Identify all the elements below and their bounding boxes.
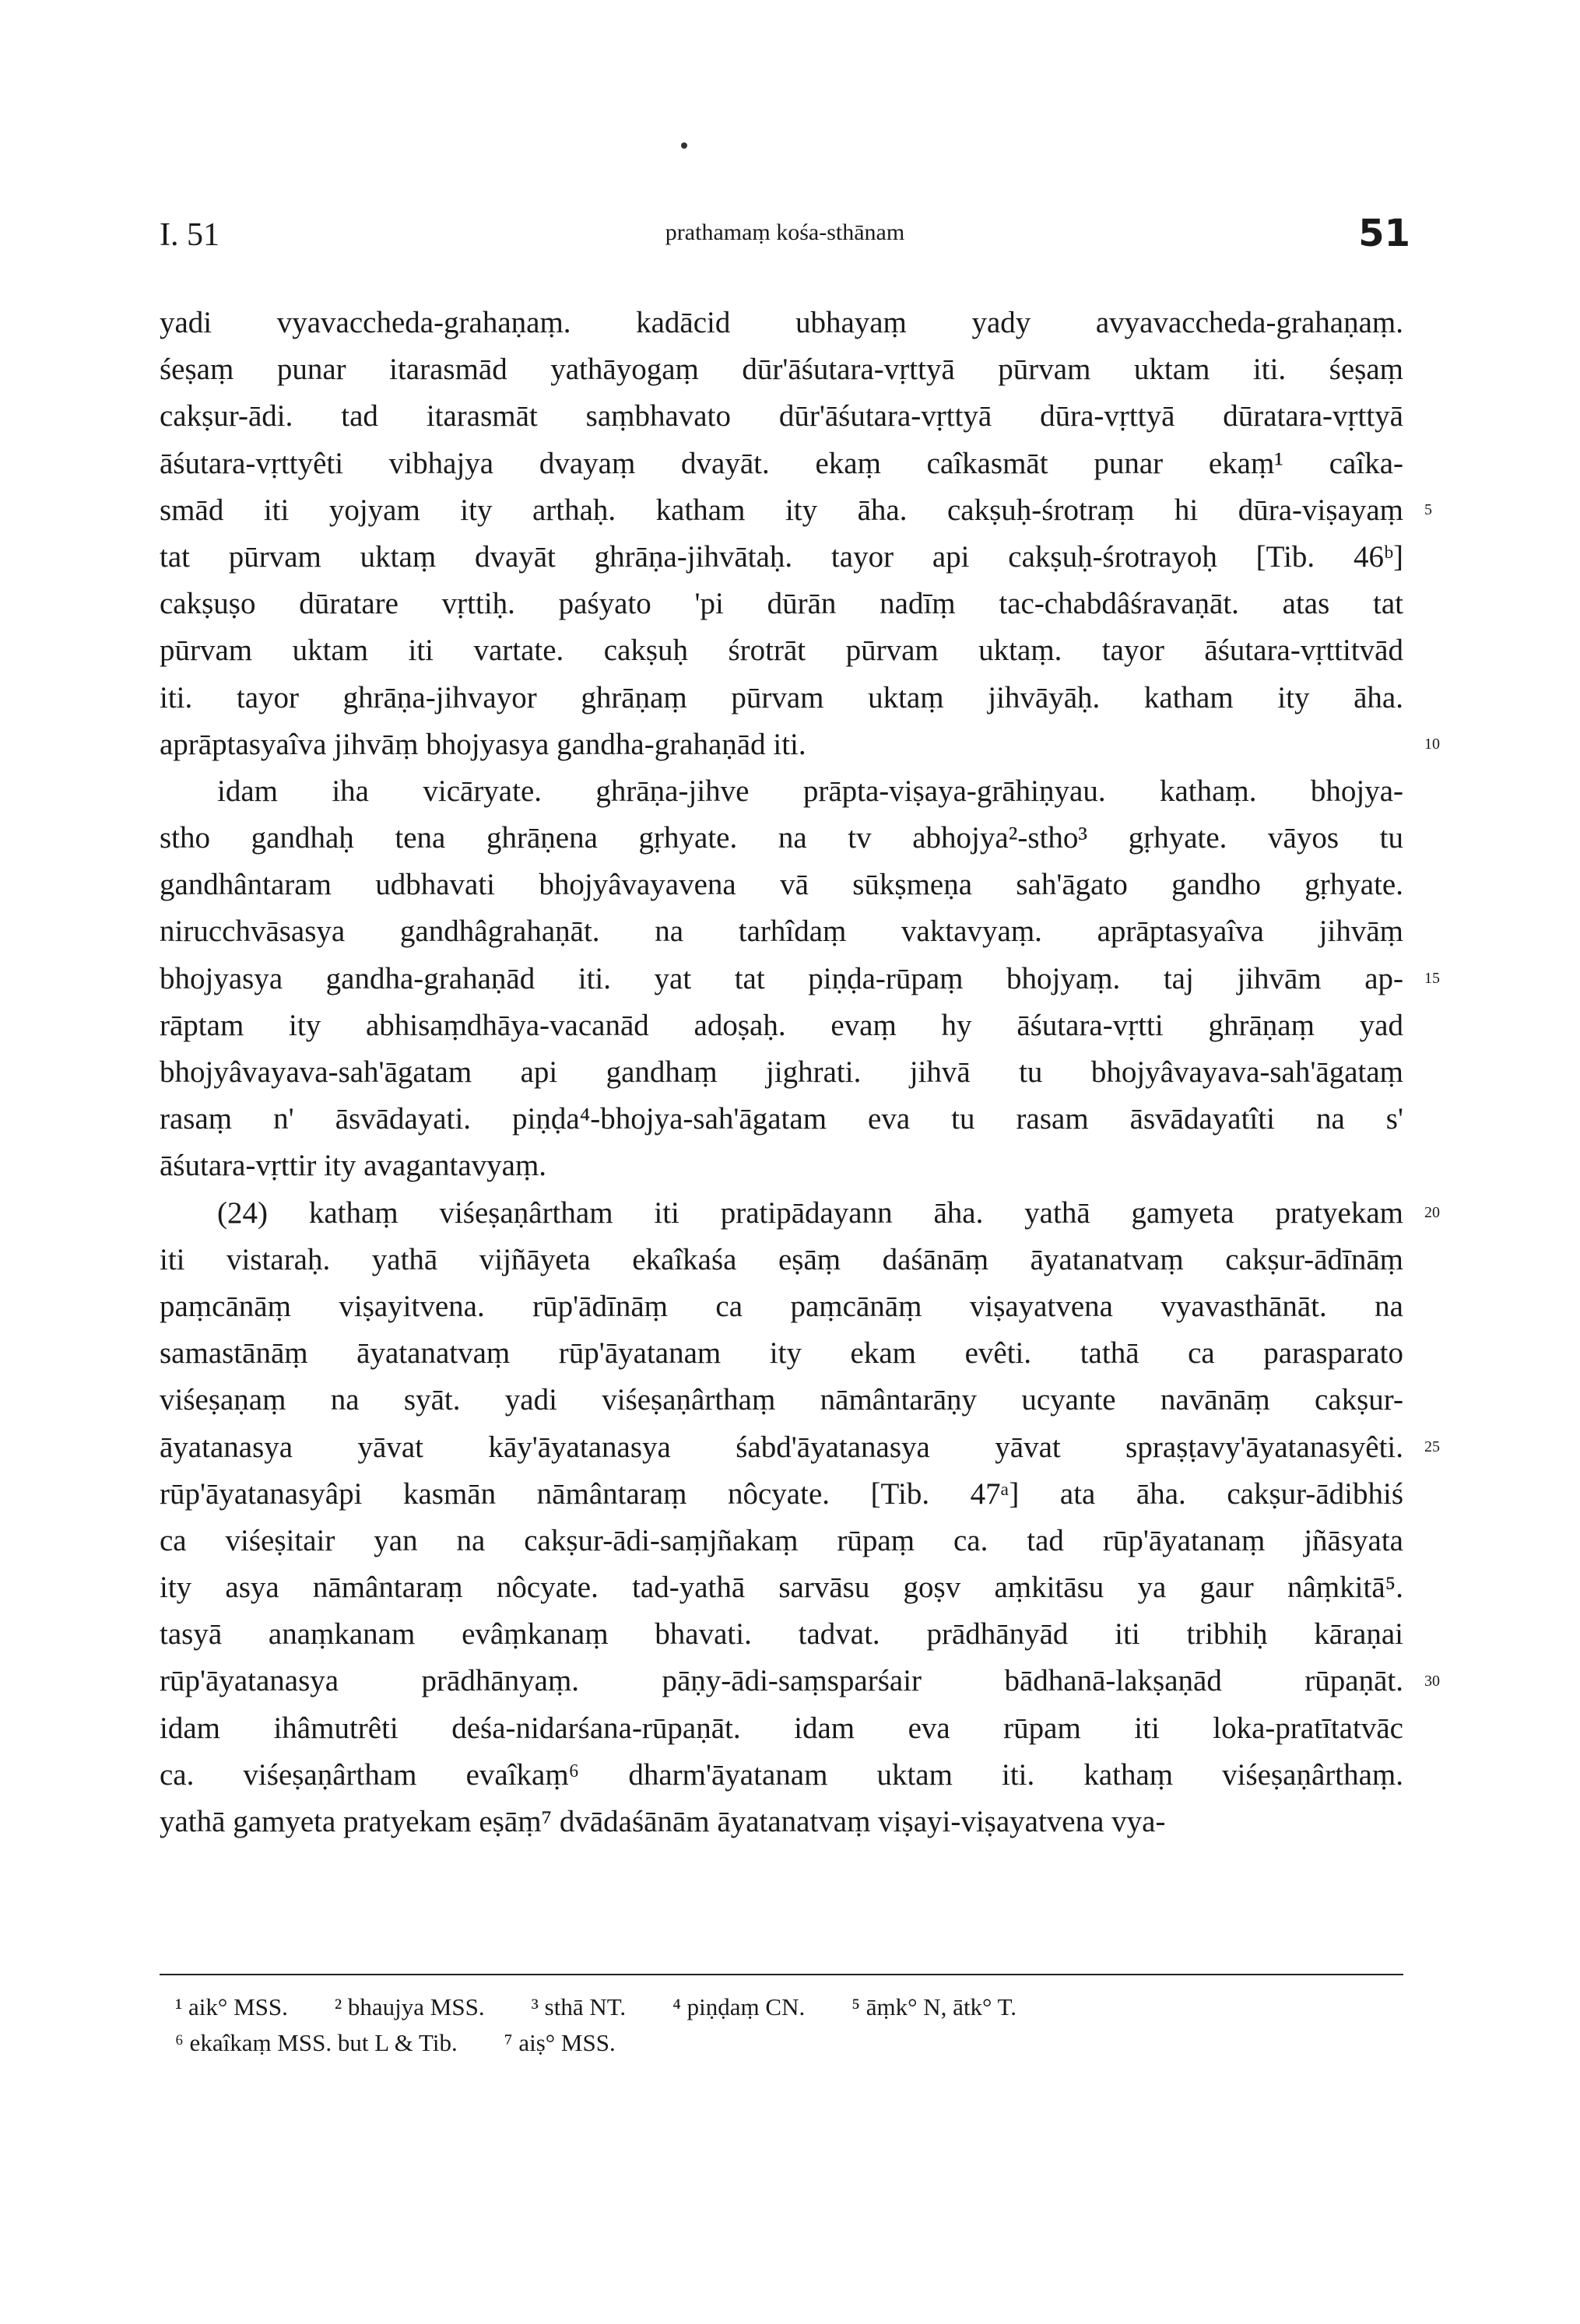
footnote-rule [160, 1974, 1403, 1975]
footnote-row [175, 1989, 1389, 2025]
text-line: āśutara-vṛttyêti vibhajya dvayaṃ dvayāt. ekaṃ caîkasmāt punar ekaṃ¹ caîka- [160, 446, 1403, 480]
text-line: rūp'āyatanasya prādhānyaṃ. pāṇy-ādi-saṃsparśair bādhanā-lakṣaṇād rūpaṇāt. [160, 1664, 1403, 1698]
text-line: rasaṃ n' āsvādayati. piṇḍa⁴-bhojya-sah'āgatam eva tu rasam āsvādayatîti na s' [160, 1102, 1403, 1136]
text-line: śeṣaṃ punar itarasmād yathāyogaṃ dūr'āśutara-vṛttyā pūrvam uktam iti. śeṣaṃ [160, 353, 1403, 387]
text-line: cakṣuṣo dūratare vṛttiḥ. paśyato 'pi dūrān nadīṃ tac-chabdâśravaṇāt. atas tat [160, 587, 1403, 621]
line-number: 25 [1424, 1438, 1440, 1455]
running-header [160, 210, 1410, 265]
text-line: aprāptasyaîva jihvāṃ bhojyasya gandha-grahaṇād iti. [160, 727, 806, 761]
text-line: yadi vyavaccheda-grahaṇaṃ. kadācid ubhayaṃ yady avyavaccheda-grahaṇaṃ. [160, 306, 1403, 339]
text-line: āyatanasya yāvat kāy'āyatanasya śabd'āyatanasya yāvat spraṣṭavy'āyatanasyêti. [160, 1430, 1403, 1464]
text-line: cakṣur-ādi. tad itarasmāt saṃbhavato dūr'āśutara-vṛttyā dūra-vṛttyā dūratara-vṛttyā [160, 399, 1403, 434]
text-line: gandhântaram udbhavati bhojyâvayavena vā sūkṣmeṇa sah'āgato gandho gṛhyate. [160, 868, 1403, 902]
line-number: 5 [1424, 500, 1432, 518]
text-line: ca. viśeṣaṇârtham evaîkaṃ⁶ dharm'āyatanam uktam iti. kathaṃ viśeṣaṇârthaṃ. [160, 1757, 1403, 1792]
text-line: idam ihâmutrêti deśa-nidarśana-rūpaṇāt. idam eva rūpam iti loka-pratītatvāc [160, 1711, 1403, 1745]
text-line: nirucchvāsasya gandhâgrahaṇāt. na tarhîdaṃ vaktavyaṃ. aprāptasyaîva jihvāṃ [160, 915, 1403, 949]
text-line: paṃcānāṃ viṣayitvena. rūp'ādīnāṃ ca paṃcānāṃ viṣayatvena vyavasthānāt. na [160, 1289, 1403, 1323]
text-line: rūp'āyatanasyâpi kasmān nāmântaraṃ nôcyate. [Tib. 47ᵃ] ata āha. cakṣur-ādibhiś [160, 1476, 1403, 1511]
text-line: viśeṣaṇaṃ na syāt. yadi viśeṣaṇârthaṃ nāmântarāṇy ucyante navānāṃ cakṣur- [160, 1383, 1403, 1417]
text-line: tasyā anaṃkanam evâṃkanaṃ bhavati. tadvat. prādhānyād iti tribhiḥ kāraṇai [160, 1617, 1403, 1652]
line-number: 10 [1424, 735, 1440, 753]
page-number: 51 [1358, 212, 1410, 255]
text-line: (24) kathaṃ viśeṣaṇârtham iti pratipādayann āha. yathā gamyeta pratyekam [217, 1195, 1403, 1230]
footnote: ² bhaujya MSS. [334, 1993, 485, 2020]
text-line: idam iha vicāryate. ghrāṇa-jihve prāpta-viṣaya-grāhiṇyau. kathaṃ. bhojya- [217, 774, 1403, 808]
footnote: ³ sthā NT. [531, 1993, 627, 2020]
text-line: tat pūrvam uktaṃ dvayāt ghrāṇa-jihvātaḥ. tayor api cakṣuḥ-śrotrayoḥ [Tib. 46ᵇ] [160, 539, 1403, 574]
text-line: iti vistaraḥ. yathā vijñāyeta ekaîkaśa eṣāṃ daśānāṃ āyatanatvaṃ cakṣur-ādīnāṃ [160, 1242, 1403, 1276]
main-text [160, 300, 1403, 1845]
line-number: 30 [1424, 1672, 1440, 1690]
text-line: ity asya nāmântaraṃ nôcyate. tad-yathā sarvāsu goṣv aṃkitāsu ya gaur nâṃkitā⁵. [160, 1571, 1403, 1605]
text-line: iti. tayor ghrāṇa-jihvayor ghrāṇaṃ pūrvam uktaṃ jihvāyāḥ. katham ity āha. [160, 680, 1403, 714]
footnote: ⁷ aiṣ° MSS. [504, 2029, 616, 2056]
footnote-row [175, 2025, 1389, 2061]
running-title: prathamaṃ kośa-sthānam [665, 219, 905, 245]
footnote: ⁶ ekaîkaṃ MSS. but L & Tib. [175, 2029, 458, 2056]
text-line: pūrvam uktam iti vartate. cakṣuḥ śrotrāt pūrvam uktaṃ. tayor āśutara-vṛttitvād [160, 634, 1403, 668]
scan-speck [681, 142, 687, 149]
text-line: stho gandhaḥ tena ghrāṇena gṛhyate. na tv abhojya²-stho³ gṛhyate. vāyos tu [160, 821, 1403, 855]
text-line: bhojyasya gandha-grahaṇād iti. yat tat piṇḍa-rūpaṃ bhojyaṃ. taj jihvām ap- [160, 961, 1403, 995]
text-line: smād iti yojyam ity arthaḥ. katham ity āha. cakṣuḥ-śrotraṃ hi dūra-viṣayaṃ [160, 493, 1403, 527]
line-number: 15 [1424, 969, 1440, 987]
text-line: rāptam ity abhisaṃdhāya-vacanād adoṣaḥ. evaṃ hy āśutara-vṛtti ghrāṇaṃ yad [160, 1008, 1403, 1042]
footnote: ⁵ āṃk° N, ātk° T. [851, 1993, 1017, 2020]
text-line: bhojyâvayava-sah'āgatam api gandhaṃ jighrati. jihvā tu bhojyâvayava-sah'āgataṃ [160, 1055, 1403, 1089]
text-line: ca viśeṣitair yan na cakṣur-ādi-saṃjñakaṃ rūpaṃ ca. tad rūp'āyatanaṃ jñāsyata [160, 1523, 1403, 1557]
text-line: āśutara-vṛttir ity avagantavyaṃ. [160, 1149, 547, 1183]
text-line: samastānāṃ āyatanatvaṃ rūp'āyatanam ity ekam evêti. tathā ca parasparato [160, 1336, 1403, 1371]
line-number: 20 [1424, 1203, 1440, 1221]
footnote: ⁴ piṇḍaṃ CN. [672, 1993, 806, 2020]
text-line: yathā gamyeta pratyekam eṣāṃ⁷ dvādaśānām āyatanatvaṃ viṣayi-viṣayatvena vya- [160, 1805, 1166, 1838]
footnotes [175, 1989, 1389, 2061]
footnote: ¹ aik° MSS. [175, 1993, 288, 2020]
section-number: I. 51 [160, 217, 219, 253]
